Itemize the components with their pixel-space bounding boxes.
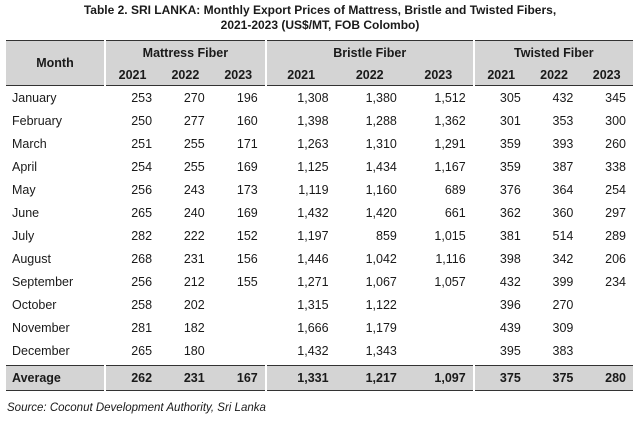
value-cell: 1,315 (266, 293, 336, 316)
value-cell: 381 (474, 224, 528, 247)
year-header: 2022 (528, 65, 581, 86)
value-cell: 1,042 (365, 251, 397, 266)
month-cell: August (12, 251, 51, 266)
month-cell: March (12, 136, 47, 151)
year-header: 2023 (580, 65, 633, 86)
value-cell: 234 (605, 274, 626, 289)
value-cell: 1,119 (266, 178, 336, 201)
table-row (6, 178, 633, 201)
value-cell: 255 (183, 136, 205, 151)
average-cell: 375 (528, 366, 581, 391)
value-cell: 432 (474, 270, 528, 293)
value-cell: 1,125 (266, 155, 336, 178)
month-cell: January (12, 90, 57, 105)
month-cell: November (12, 320, 70, 335)
average-cell: 231 (159, 366, 212, 391)
table-row (6, 339, 633, 366)
value-cell (580, 316, 633, 339)
value-cell (404, 316, 474, 339)
value-cell: 243 (183, 182, 205, 197)
value-cell: 1,310 (365, 136, 397, 151)
table-row (6, 293, 633, 316)
value-cell: 254 (605, 182, 626, 197)
value-cell: 182 (183, 320, 205, 335)
average-cell: 1,097 (404, 366, 474, 391)
table-row (6, 270, 633, 293)
value-cell: 260 (605, 136, 626, 151)
value-cell: 202 (183, 297, 205, 312)
table-row (6, 316, 633, 339)
year-header: 2023 (212, 65, 266, 86)
value-cell: 1,116 (435, 251, 466, 266)
value-cell: 152 (236, 228, 258, 243)
value-cell: 1,160 (365, 182, 397, 197)
value-cell: 301 (474, 109, 528, 132)
table-body (6, 86, 633, 366)
value-cell: 661 (444, 205, 466, 220)
value-cell: 297 (605, 205, 626, 220)
value-cell: 300 (605, 113, 626, 128)
value-cell: 1,398 (266, 109, 336, 132)
year-header: 2022 (159, 65, 212, 86)
value-cell: 160 (236, 113, 258, 128)
value-cell: 1,179 (365, 320, 397, 335)
value-cell: 1,308 (266, 86, 336, 110)
year-header: 2021 (105, 65, 159, 86)
value-cell: 253 (105, 86, 159, 110)
value-cell: 338 (605, 159, 626, 174)
month-cell: September (12, 274, 74, 289)
value-cell: 1,666 (266, 316, 336, 339)
group-header-twisted: Twisted Fiber (474, 41, 633, 66)
table-title (0, 3, 640, 33)
year-header: 2021 (474, 65, 528, 86)
average-cell: 167 (212, 366, 266, 391)
month-cell: December (12, 343, 70, 358)
value-cell: 1,271 (266, 270, 336, 293)
value-cell: 155 (236, 274, 258, 289)
value-cell: 393 (552, 136, 574, 151)
value-cell: 1,067 (365, 274, 397, 289)
month-cell: October (12, 297, 57, 312)
table-row (6, 224, 633, 247)
value-cell: 514 (552, 228, 574, 243)
value-cell: 222 (183, 228, 205, 243)
average-cell: 375 (474, 366, 528, 391)
value-cell (580, 293, 633, 316)
value-cell: 359 (474, 155, 528, 178)
value-cell: 342 (552, 251, 574, 266)
month-cell: June (12, 205, 40, 220)
value-cell: 439 (474, 316, 528, 339)
value-cell (404, 339, 474, 366)
value-cell: 1,291 (434, 136, 466, 151)
value-cell: 250 (105, 109, 159, 132)
value-cell: 376 (474, 178, 528, 201)
value-cell: 156 (236, 251, 258, 266)
table-row (6, 86, 633, 110)
export-prices-table (6, 40, 633, 391)
average-row (6, 366, 633, 391)
value-cell: 309 (552, 320, 574, 335)
value-cell: 387 (552, 159, 574, 174)
table-row (6, 155, 633, 178)
value-cell: 364 (552, 182, 574, 197)
value-cell: 180 (183, 343, 205, 358)
value-cell: 395 (474, 339, 528, 366)
value-cell: 251 (105, 132, 159, 155)
month-cell: February (12, 113, 63, 128)
month-cell: April (12, 159, 38, 174)
value-cell: 254 (105, 155, 159, 178)
value-cell: 258 (105, 293, 159, 316)
value-cell: 689 (444, 182, 466, 197)
value-cell: 1,057 (434, 274, 466, 289)
value-cell: 212 (183, 274, 205, 289)
value-cell: 345 (605, 90, 626, 105)
value-cell: 1,263 (266, 132, 336, 155)
value-cell: 231 (183, 251, 205, 266)
value-cell: 360 (552, 205, 574, 220)
table-row (6, 109, 633, 132)
value-cell: 353 (552, 113, 574, 128)
group-header-mattress: Mattress Fiber (105, 41, 266, 66)
value-cell: 1,432 (266, 339, 336, 366)
value-cell: 1,167 (434, 159, 466, 174)
value-cell: 1,446 (266, 247, 336, 270)
table-row (6, 247, 633, 270)
average-cell: 280 (580, 366, 633, 391)
value-cell: 169 (236, 205, 258, 220)
value-cell: 255 (183, 159, 205, 174)
month-cell: July (12, 228, 35, 243)
value-cell: 289 (605, 228, 626, 243)
value-cell: 1,434 (365, 159, 397, 174)
value-cell: 173 (236, 182, 258, 197)
value-cell: 265 (105, 201, 159, 224)
value-cell: 270 (183, 90, 205, 105)
value-cell: 383 (552, 343, 574, 358)
average-cell: 262 (105, 366, 159, 391)
value-cell: 1,362 (434, 113, 466, 128)
title-line-2: 2021-2023 (US$/MT, FOB Colombo) (220, 18, 420, 32)
value-cell: 859 (376, 228, 397, 243)
value-cell: 169 (236, 159, 258, 174)
value-cell: 398 (474, 247, 528, 270)
value-cell: 362 (474, 201, 528, 224)
table-row (6, 132, 633, 155)
value-cell: 277 (183, 113, 205, 128)
value-cell (212, 293, 266, 316)
table-row (6, 201, 633, 224)
value-cell: 171 (236, 136, 258, 151)
value-cell: 1,420 (365, 205, 397, 220)
value-cell: 1,122 (365, 297, 397, 312)
value-cell: 270 (552, 297, 574, 312)
value-cell: 256 (105, 178, 159, 201)
value-cell: 281 (105, 316, 159, 339)
year-header: 2022 (336, 65, 404, 86)
month-column-header: Month (6, 41, 105, 86)
average-cell: 1,217 (336, 366, 404, 391)
value-cell: 359 (474, 132, 528, 155)
value-cell: 1,343 (365, 343, 397, 358)
value-cell: 305 (474, 86, 528, 110)
average-cell: 1,331 (266, 366, 336, 391)
year-header: 2021 (266, 65, 336, 86)
value-cell: 1,197 (266, 224, 336, 247)
value-cell (212, 339, 266, 366)
value-cell: 196 (236, 90, 258, 105)
value-cell: 1,015 (434, 228, 466, 243)
year-header: 2023 (404, 65, 474, 86)
value-cell: 1,432 (266, 201, 336, 224)
value-cell (212, 316, 266, 339)
value-cell: 256 (105, 270, 159, 293)
value-cell: 268 (105, 247, 159, 270)
title-line-1: Table 2. SRI LANKA: Monthly Export Prices of Mattress, Bristle and Twisted Fibers, (83, 3, 557, 17)
group-header-bristle: Bristle Fiber (266, 41, 474, 66)
month-cell: May (12, 182, 36, 197)
value-cell: 1,512 (434, 90, 466, 105)
value-cell: 1,380 (365, 90, 397, 105)
value-cell: 206 (605, 251, 626, 266)
value-cell: 399 (552, 274, 574, 289)
value-cell: 265 (105, 339, 159, 366)
value-cell: 396 (474, 293, 528, 316)
value-cell: 432 (552, 90, 574, 105)
average-label: Average (6, 366, 105, 391)
value-cell: 240 (183, 205, 205, 220)
value-cell: 282 (105, 224, 159, 247)
value-cell (404, 293, 474, 316)
value-cell: 1,288 (365, 113, 397, 128)
value-cell (580, 339, 633, 366)
source-note: Source: Coconut Development Authority, Sri Lanka (7, 402, 266, 414)
